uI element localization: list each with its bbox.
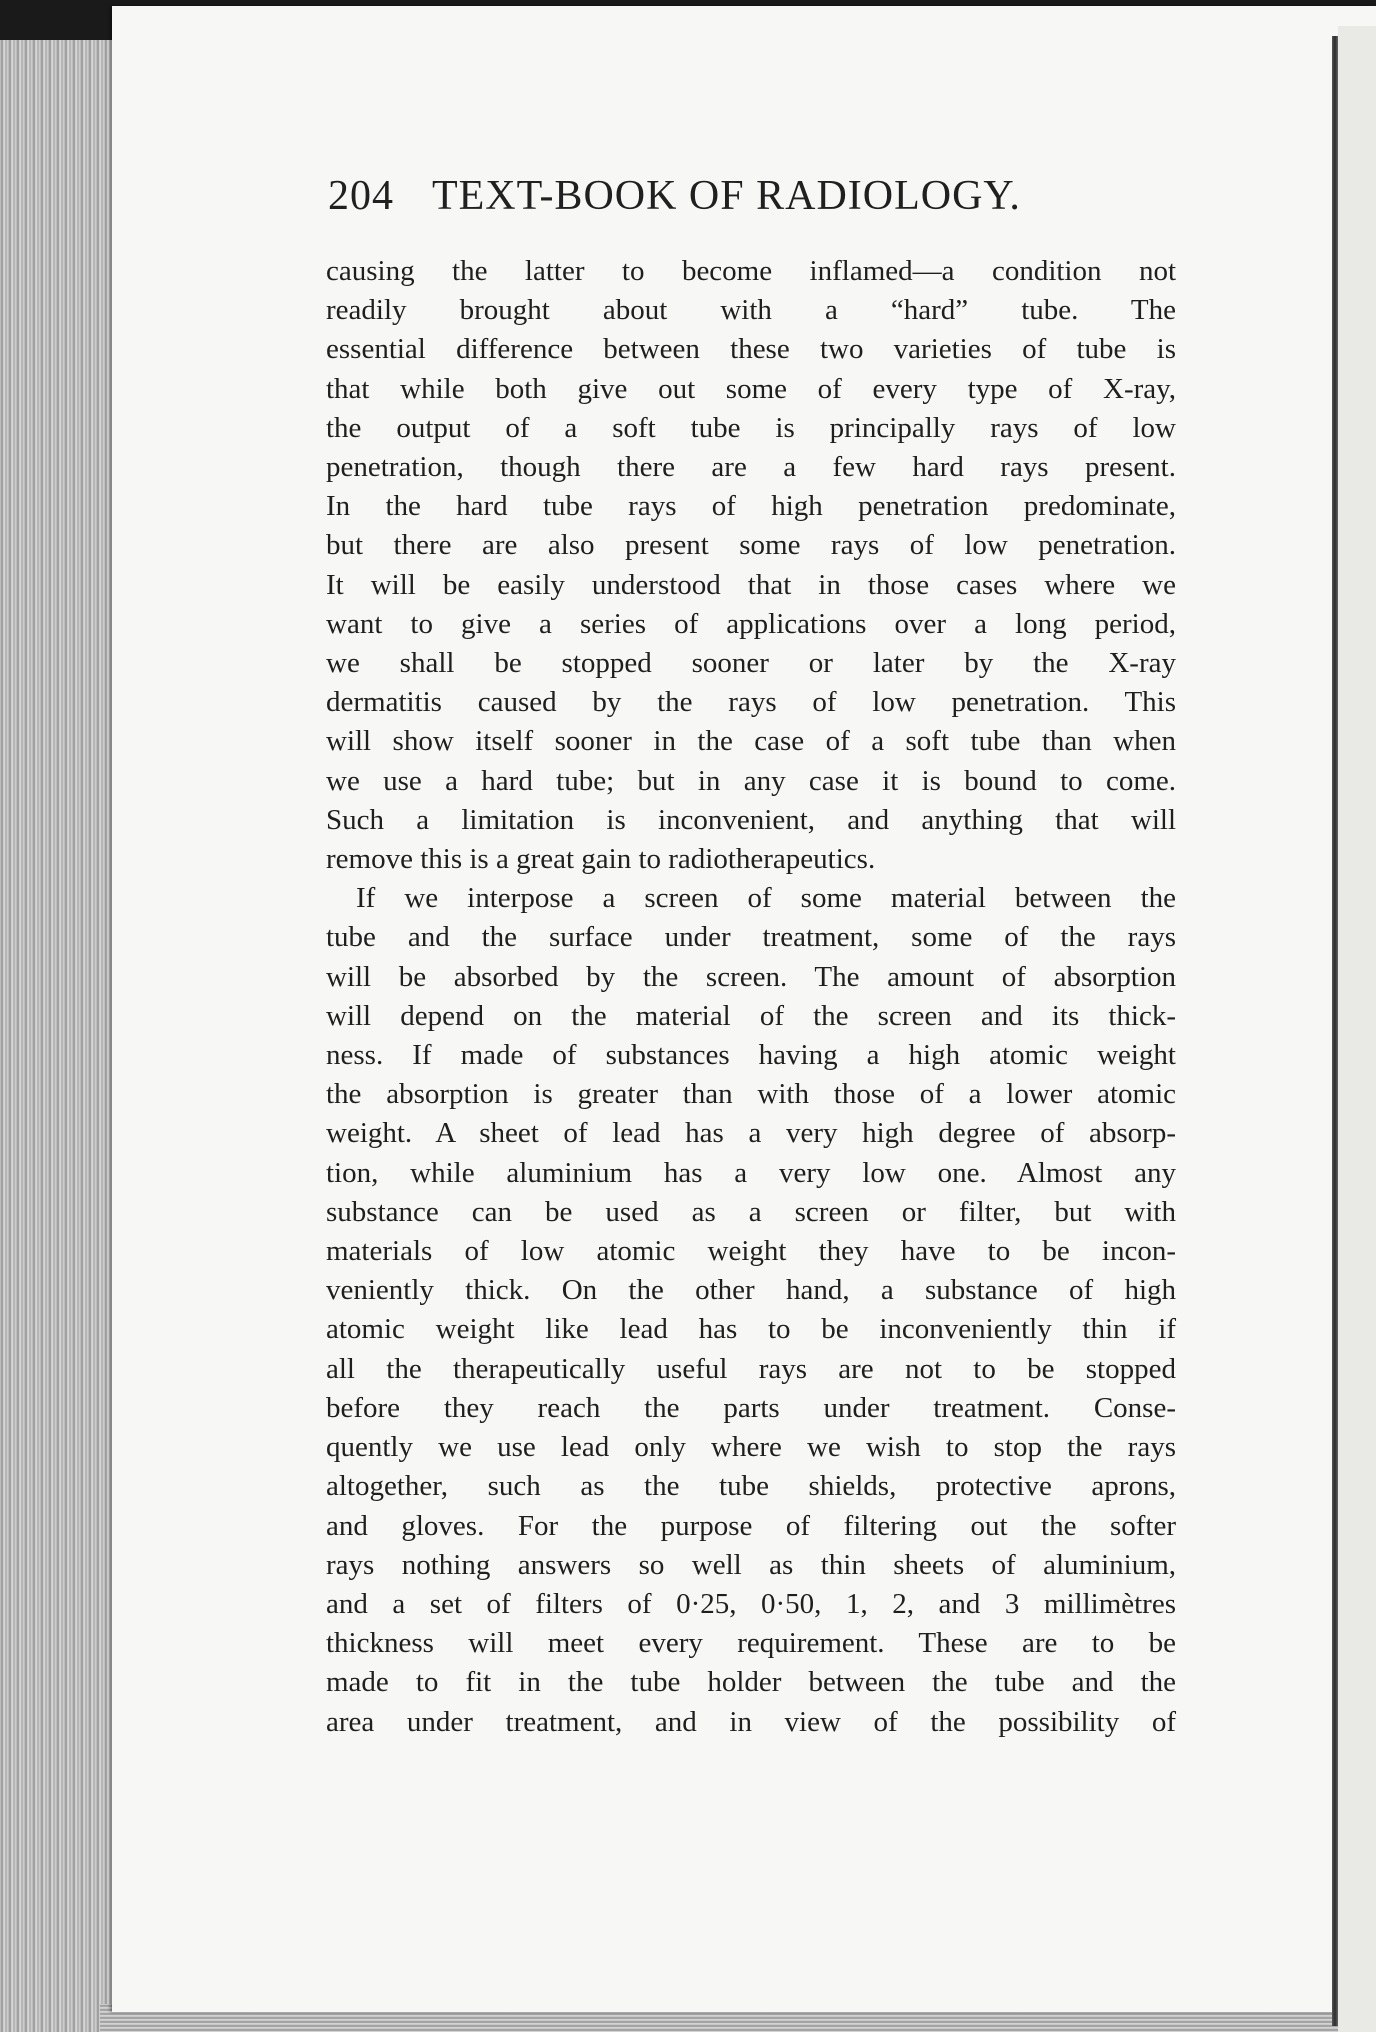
- text-line: remove this is a great gain to radiotherapeutics.: [326, 843, 876, 876]
- text-line: dermatitis caused by the rays of low penetration. This: [326, 686, 1176, 719]
- text-line: readily brought about with a “hard” tube. The: [326, 294, 1176, 327]
- running-title: TEXT-BOOK OF RADIOLOGY.: [432, 173, 1021, 219]
- facing-page-edge: [1338, 26, 1376, 2032]
- text-line: tube and the surface under treatment, some of the rays: [326, 921, 1176, 954]
- text-line: all the therapeutically useful rays are not to be stopped: [326, 1352, 1176, 1385]
- text-line: will be absorbed by the screen. The amount of absorption: [326, 960, 1176, 993]
- text-line: will show itself sooner in the case of a soft tube than when: [326, 725, 1176, 758]
- text-line: we shall be stopped sooner or later by the X-ray: [326, 647, 1176, 680]
- text-line: will depend on the material of the screen and its thick-: [326, 999, 1176, 1032]
- binding-gutter: [1332, 36, 1338, 2026]
- text-line: quently we use lead only where we wish to stop the rays: [326, 1431, 1176, 1464]
- text-line: we use a hard tube; but in any case it is bound to come.: [326, 764, 1176, 797]
- text-line: tion, while aluminium has a very low one. Almost any: [326, 1156, 1176, 1189]
- text-line: essential difference between these two varieties of tube is: [326, 333, 1176, 366]
- text-line: and a set of filters of 0·25, 0·50, 1, 2, and 3 millimètres: [326, 1587, 1176, 1620]
- text-line: the absorption is greater than with those of a lower atomic: [326, 1078, 1176, 1111]
- text-line: atomic weight like lead has to be inconveniently thin if: [326, 1313, 1176, 1346]
- text-line: In the hard tube rays of high penetration predominate,: [326, 490, 1176, 523]
- text-line: but there are also present some rays of low penetration.: [326, 529, 1176, 562]
- text-line: causing the latter to become inflamed—a condition not: [326, 255, 1176, 287]
- text-line: the output of a soft tube is principally rays of low: [326, 411, 1176, 444]
- text-line: want to give a series of applications over a long period,: [326, 607, 1176, 640]
- text-line: ness. If made of substances having a high atomic weight: [326, 1039, 1176, 1072]
- body-text: [326, 252, 1176, 1742]
- page-number: 204: [328, 173, 394, 219]
- paragraph-2: [326, 879, 1176, 1741]
- text-line: area under treatment, and in view of the possibility of: [326, 1705, 1176, 1738]
- text-line: weight. A sheet of lead has a very high degree of absorp-: [326, 1117, 1176, 1150]
- text-line: and gloves. For the purpose of filtering out the softer: [326, 1509, 1176, 1542]
- text-line: altogether, such as the tube shields, protective aprons,: [326, 1470, 1176, 1503]
- text-line: thickness will meet every requirement. These are to be: [326, 1627, 1176, 1660]
- text-line: penetration, though there are a few hard rays present.: [326, 451, 1176, 484]
- text-line: It will be easily understood that in those cases where we: [326, 568, 1176, 601]
- text-line: substance can be used as a screen or filter, but with: [326, 1195, 1176, 1228]
- running-header: [328, 172, 1068, 220]
- text-line: made to fit in the tube holder between the tube and the: [326, 1666, 1176, 1699]
- text-line: before they reach the parts under treatment. Conse-: [326, 1391, 1176, 1424]
- text-line: materials of low atomic weight they have to be incon-: [326, 1235, 1176, 1268]
- text-line: rays nothing answers so well as thin sheets of aluminium,: [326, 1548, 1176, 1581]
- page-stack-edges: [0, 40, 118, 2032]
- text-line: that while both give out some of every type of X-ray,: [326, 372, 1176, 405]
- text-line: Such a limitation is inconvenient, and anything that will: [326, 803, 1176, 836]
- paragraph-1: [326, 252, 1176, 879]
- text-line: If we interpose a screen of some material between the: [356, 882, 1176, 915]
- text-line: veniently thick. On the other hand, a substance of high: [326, 1274, 1176, 1307]
